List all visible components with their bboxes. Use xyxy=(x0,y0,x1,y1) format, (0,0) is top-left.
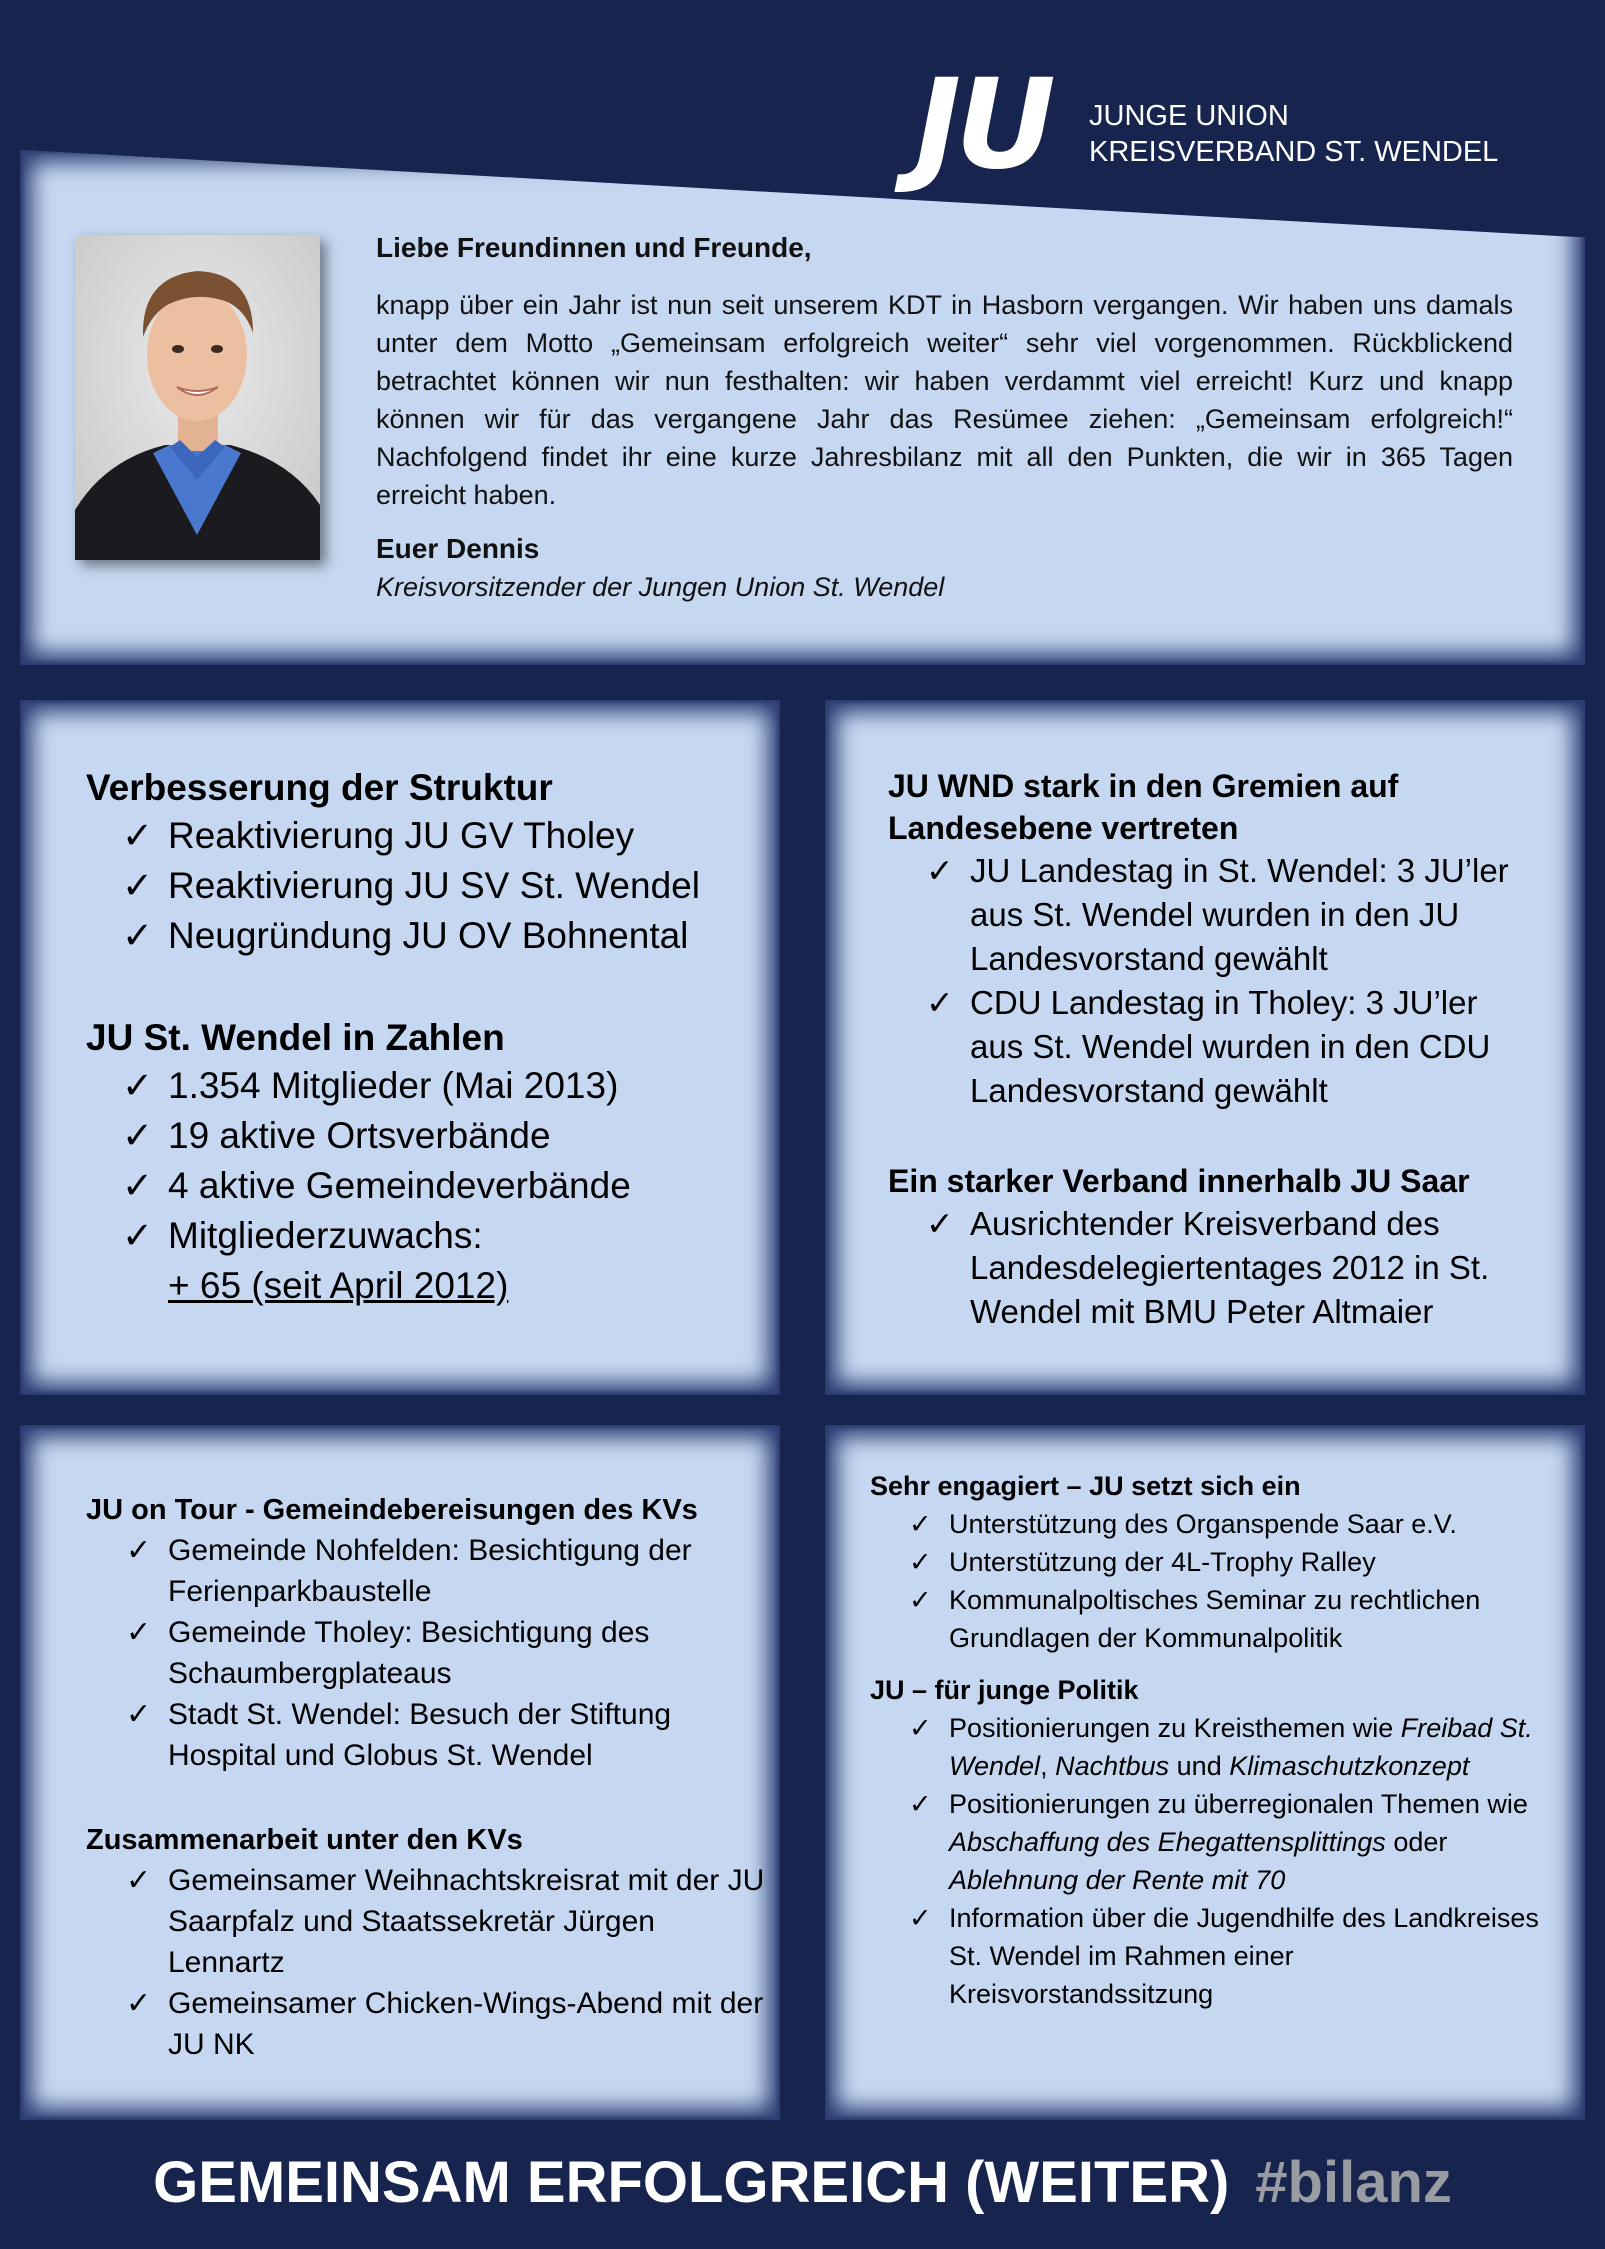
person-portrait-icon xyxy=(75,235,320,560)
checkmark-icon: ✓ xyxy=(909,1903,932,1933)
checkmark-icon: ✓ xyxy=(909,1789,932,1819)
section-engagiert xyxy=(870,1468,1560,1657)
list-item: ✓ Gemeinde Tholey: Besichtigung des Schaumbergplateaus xyxy=(168,1612,766,1694)
checkmark-icon: ✓ xyxy=(909,1713,932,1743)
list-item: ✓ Ausrichtender Kreisverband des Landesdelegiertentages 2012 in St. Wendel mit BMU Peter Altmaier xyxy=(970,1202,1538,1334)
list-item: ✓ 1.354 Mitglieder (Mai 2013) xyxy=(168,1061,776,1111)
checkmark-icon: ✓ xyxy=(122,1115,154,1156)
list-item: ✓ Stadt St. Wendel: Besuch der Stiftung Hospital und Globus St. Wendel xyxy=(168,1694,766,1776)
list-item: ✓ Positionierungen zu überregionalen Themen wie Abschaffung des Ehegattensplittings oder Ablehnung der Rente mit 70 xyxy=(949,1785,1560,1899)
list-item: ✓ Gemeinsamer Chicken-Wings-Abend mit der JU NK xyxy=(168,1983,766,2065)
checkmark-icon: ✓ xyxy=(909,1509,932,1539)
chairman-portrait-image xyxy=(75,235,320,560)
section-title-struktur: Verbesserung der Struktur xyxy=(86,767,553,808)
list-item: ✓ JU Landestag in St. Wendel: 3 JU’ler aus St. Wendel wurden in den JU Landesvorstand gewählt xyxy=(970,849,1538,981)
growth-value: + 65 (seit April 2012) xyxy=(168,1265,509,1306)
list-item xyxy=(122,1211,776,1311)
footer-slogan xyxy=(0,2148,1605,2218)
checkmark-icon: ✓ xyxy=(126,1698,152,1731)
checkmark-icon: ✓ xyxy=(122,1065,154,1106)
section-tour xyxy=(86,1490,766,1776)
list-item: ✓ Gemeinsamer Weihnachtskreisrat mit der JU Saarpfalz und Staatssekretär Jürgen Lennartz xyxy=(168,1860,766,1983)
list-item: ✓ Reaktivierung JU SV St. Wendel xyxy=(168,861,776,911)
checkmark-icon: ✓ xyxy=(926,852,954,889)
checkmark-icon: ✓ xyxy=(909,1585,932,1615)
org-name-line1: JUNGE UNION xyxy=(1089,100,1289,132)
checkmark-icon: ✓ xyxy=(926,984,954,1021)
list-zahlen xyxy=(86,1061,776,1311)
list-item: ✓ 4 aktive Gemeindeverbände xyxy=(168,1161,776,1211)
org-name-line2: KREISVERBAND ST. WENDEL xyxy=(1089,136,1499,168)
checkmark-icon: ✓ xyxy=(126,1534,152,1567)
list-item: ✓ 19 aktive Ortsverbände xyxy=(168,1111,776,1161)
letter-greeting: Liebe Freundinnen und Freunde, xyxy=(376,232,812,263)
checkmark-icon: ✓ xyxy=(122,1165,154,1206)
section-title-verband: Ein starker Verband innerhalb JU Saar xyxy=(888,1163,1470,1199)
list-item: ✓ Reaktivierung JU GV Tholey xyxy=(168,811,776,861)
list-item: ✓ Gemeinde Nohfelden: Besichtigung der Ferienparkbaustelle xyxy=(168,1530,766,1612)
org-name xyxy=(1089,98,1498,170)
list-gremien xyxy=(888,849,1538,1113)
checkmark-icon: ✓ xyxy=(122,915,154,956)
section-title-politik: JU – für junge Politik xyxy=(870,1675,1139,1705)
list-item: ✓ CDU Landestag in Tholey: 3 JU’ler aus St. Wendel wurden in den CDU Landesvorstand gewählt xyxy=(970,981,1538,1113)
list-item: ✓ Unterstützung der 4L-Trophy Ralley xyxy=(949,1543,1560,1581)
checkmark-icon: ✓ xyxy=(909,1547,932,1577)
section-title-zusammenarbeit: Zusammenarbeit unter den KVs xyxy=(86,1824,523,1856)
checkmark-icon: ✓ xyxy=(126,1616,152,1649)
hashtag-text: #bilanz xyxy=(1255,2150,1452,2215)
list-item: ✓ Neugründung JU OV Bohnental xyxy=(168,911,776,961)
list-item: ✓ Information über die Jugendhilfe des Landkreises St. Wendel im Rahmen einer Kreisvorstandssitzung xyxy=(949,1899,1560,2013)
section-gremien xyxy=(888,765,1538,1113)
letter-signature-name: Euer Dennis xyxy=(376,533,540,564)
checkmark-icon: ✓ xyxy=(122,1215,154,1256)
checkmark-icon: ✓ xyxy=(126,1987,152,2020)
section-verband xyxy=(888,1160,1538,1334)
intro-letter xyxy=(376,228,1513,606)
list-politik xyxy=(870,1709,1560,2013)
section-title-gremien: JU WND stark in den Gremien auf Landesebene vertreten xyxy=(888,768,1399,846)
checkmark-icon: ✓ xyxy=(122,865,154,906)
section-struktur xyxy=(86,765,776,961)
slogan-text: GEMEINSAM ERFOLGREICH (WEITER) xyxy=(153,2150,1230,2215)
checkmark-icon: ✓ xyxy=(122,815,154,856)
list-verband xyxy=(888,1202,1538,1334)
checkmark-icon: ✓ xyxy=(926,1205,954,1242)
list-item: ✓ Kommunalpoltisches Seminar zu rechtlichen Grundlagen der Kommunalpolitik xyxy=(949,1581,1560,1657)
list-item: ✓ Unterstützung des Organspende Saar e.V. xyxy=(949,1505,1560,1543)
section-title-engagiert: Sehr engagiert – JU setzt sich ein xyxy=(870,1471,1301,1501)
list-tour xyxy=(86,1530,766,1776)
list-zusammenarbeit xyxy=(86,1860,766,2065)
list-struktur xyxy=(86,811,776,961)
section-politik xyxy=(870,1672,1560,2013)
section-zusammenarbeit xyxy=(86,1820,766,2065)
letter-signature-role: Kreisvorsitzender der Jungen Union St. Wendel xyxy=(376,572,945,602)
list-engagiert xyxy=(870,1505,1560,1657)
list-item: ✓ Positionierungen zu Kreisthemen wie Freibad St. Wendel, Nachtbus und Klimaschutzkonzept xyxy=(949,1709,1560,1785)
checkmark-icon: ✓ xyxy=(126,1864,152,1897)
section-zahlen xyxy=(86,1015,776,1311)
letter-body: knapp über ein Jahr ist nun seit unserem KDT in Hasborn vergangen. Wir haben uns damals unter dem Motto „Gemeinsam erfolgreich weiter“ sehr viel vorgenommen. Rückblickend betrachtet können wir nun festhalten: wir haben verdammt viel erreicht! Kurz und knapp können wir für das vergangene Jahr das Resümee ziehen: „Gemeinsam erfolgreich!“ Nachfolgend findet ihr eine kurze Jahresbilanz mit all den Punkten, die wir in 365 Tagen erreicht haben. xyxy=(376,290,1513,510)
section-title-zahlen: JU St. Wendel in Zahlen xyxy=(86,1017,505,1058)
ju-logo-mark: JU xyxy=(915,53,1050,197)
growth-label: Mitgliederzuwachs: xyxy=(168,1215,483,1256)
section-title-tour: JU on Tour - Gemeindebereisungen des KVs xyxy=(86,1494,698,1526)
